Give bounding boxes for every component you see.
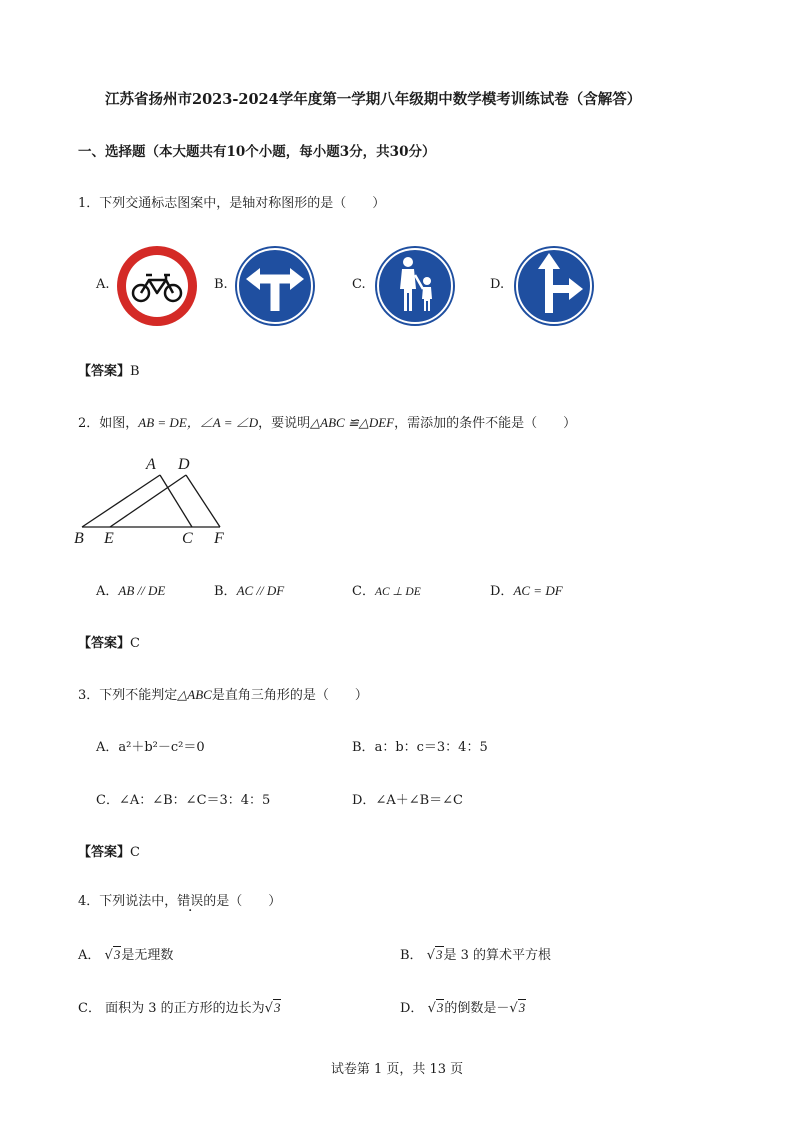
q2-option-a-label: A． (96, 584, 119, 599)
q4-option-d-text: 的倒数是－ (444, 1001, 510, 1016)
q3-option-b-text: a：b：c＝3：4：5 (374, 740, 488, 755)
q1-answer-value: B (130, 364, 140, 379)
q2-stem-triangles: △ABC ≌△DEF (310, 415, 395, 430)
q3-option-b-label: B． (352, 740, 375, 755)
q3-option-a (96, 736, 205, 755)
sqrt-symbol: √3 (426, 947, 443, 963)
q3-stem-prefix: 3．下列不能判定 (78, 688, 178, 703)
q4-option-c-label: C． (78, 1001, 101, 1016)
q4-option-b (400, 944, 551, 963)
q2-option-d-text: AC = DF (513, 583, 563, 598)
q2-option-d-label: D． (490, 584, 514, 599)
left-right-turn-sign-icon (234, 245, 316, 327)
q3-option-d (352, 789, 463, 808)
q3-option-d-text: ∠A＋∠B＝∠C (375, 793, 464, 808)
q2-option-b-label: B． (214, 584, 237, 599)
page-title: 江苏省扬州市2023-2024学年度第一学期八年级期中数学模考训练试卷（含解答） (105, 91, 642, 108)
q2-stem-mid: ，要说明 (258, 416, 311, 431)
q2-option-a (96, 580, 165, 599)
radicand: 3 (518, 1000, 526, 1015)
q2-stem-prefix: 2．如图， (78, 416, 139, 431)
q4-option-a (78, 944, 173, 963)
q4-option-d (400, 997, 526, 1016)
q4-option-a-label: A． (78, 948, 101, 963)
q3-option-b (352, 736, 488, 755)
radicand: 3 (436, 1000, 444, 1015)
q3-option-a-label: A． (96, 740, 119, 755)
q2-option-b (214, 580, 284, 599)
question-2-stem (78, 412, 576, 431)
straight-or-right-sign-icon (513, 245, 595, 327)
q4-option-b-text: 是 3 的算术平方根 (443, 948, 552, 963)
q1-answer (78, 360, 140, 379)
radicand: 3 (113, 947, 121, 962)
q3-option-c (96, 789, 270, 808)
section-heading: 一、选择题（本大题共有10个小题，每小题3分，共30分） (78, 144, 436, 160)
fig-label-e: E (104, 530, 114, 547)
fig-label-b: B (74, 530, 84, 547)
q2-option-c-label: C． (352, 584, 375, 599)
q2-answer (78, 632, 140, 651)
q3-stem-suffix: 是直角三角形的是（ ） (211, 688, 368, 703)
q2-answer-value: C (130, 636, 140, 651)
page-footer: 试卷第 1 页，共 13 页 (330, 1062, 464, 1077)
q3-option-c-label: C． (96, 793, 119, 808)
q4-stem-prefix: 4．下列说法中， (78, 894, 178, 909)
q3-option-c-text: ∠A：∠B：∠C＝3：4：5 (118, 793, 271, 808)
question-1-stem: 1．下列交通标志图案中，是轴对称图形的是（ ） (78, 196, 386, 211)
fig-label-a: A (146, 456, 156, 473)
q3-answer (78, 841, 140, 860)
q4-option-b-label: B． (400, 948, 423, 963)
answer-prefix: 【答案】 (78, 636, 131, 651)
q4-option-c (78, 997, 281, 1016)
question-3-stem (78, 684, 368, 703)
q2-option-c-text: AC ⊥ DE (374, 586, 421, 598)
q1-option-a-label: A. (96, 277, 110, 292)
answer-prefix: 【答案】 (78, 845, 131, 860)
q3-stem-triangle: △ABC (177, 687, 212, 702)
fig-label-d: D (178, 456, 190, 473)
radicand: 3 (273, 1000, 281, 1015)
q2-option-b-text: AC // DF (236, 583, 285, 598)
q1-option-d-label: D. (490, 277, 505, 292)
q2-stem-suffix: ，需添加的条件不能是（ ） (394, 416, 577, 431)
q4-option-c-text: 面积为 3 的正方形的边长为 (105, 1001, 265, 1016)
fig-label-f: F (214, 530, 224, 547)
q2-option-d (490, 580, 563, 599)
no-bicycle-sign-icon (116, 245, 198, 327)
q3-option-a-text: a²＋b²－c²＝0 (118, 740, 205, 755)
q2-stem-condition: AB = DE，∠A = ∠D (138, 415, 259, 430)
q1-option-b-label: B. (214, 277, 228, 292)
sqrt-symbol: √3 (427, 1000, 444, 1016)
sqrt-symbol: √3 (509, 1000, 526, 1016)
question-4-stem (78, 890, 281, 909)
fig-label-c: C (182, 530, 193, 547)
pedestrian-sign-icon (374, 245, 456, 327)
q3-answer-value: C (130, 845, 140, 860)
q4-stem-emphasis: 错误 (177, 894, 204, 909)
q2-option-a-text: AB // DE (118, 583, 166, 598)
q3-option-d-label: D． (352, 793, 376, 808)
q4-option-d-label: D． (400, 1001, 424, 1016)
answer-prefix: 【答案】 (78, 364, 131, 379)
q4-stem-suffix: 的是（ ） (203, 894, 282, 909)
q4-option-a-text: 是无理数 (121, 948, 174, 963)
sqrt-symbol: √3 (264, 1000, 281, 1016)
q2-option-c (352, 580, 421, 599)
sqrt-symbol: √3 (104, 947, 121, 963)
q1-option-c-label: C. (352, 277, 366, 292)
radicand: 3 (436, 947, 443, 962)
